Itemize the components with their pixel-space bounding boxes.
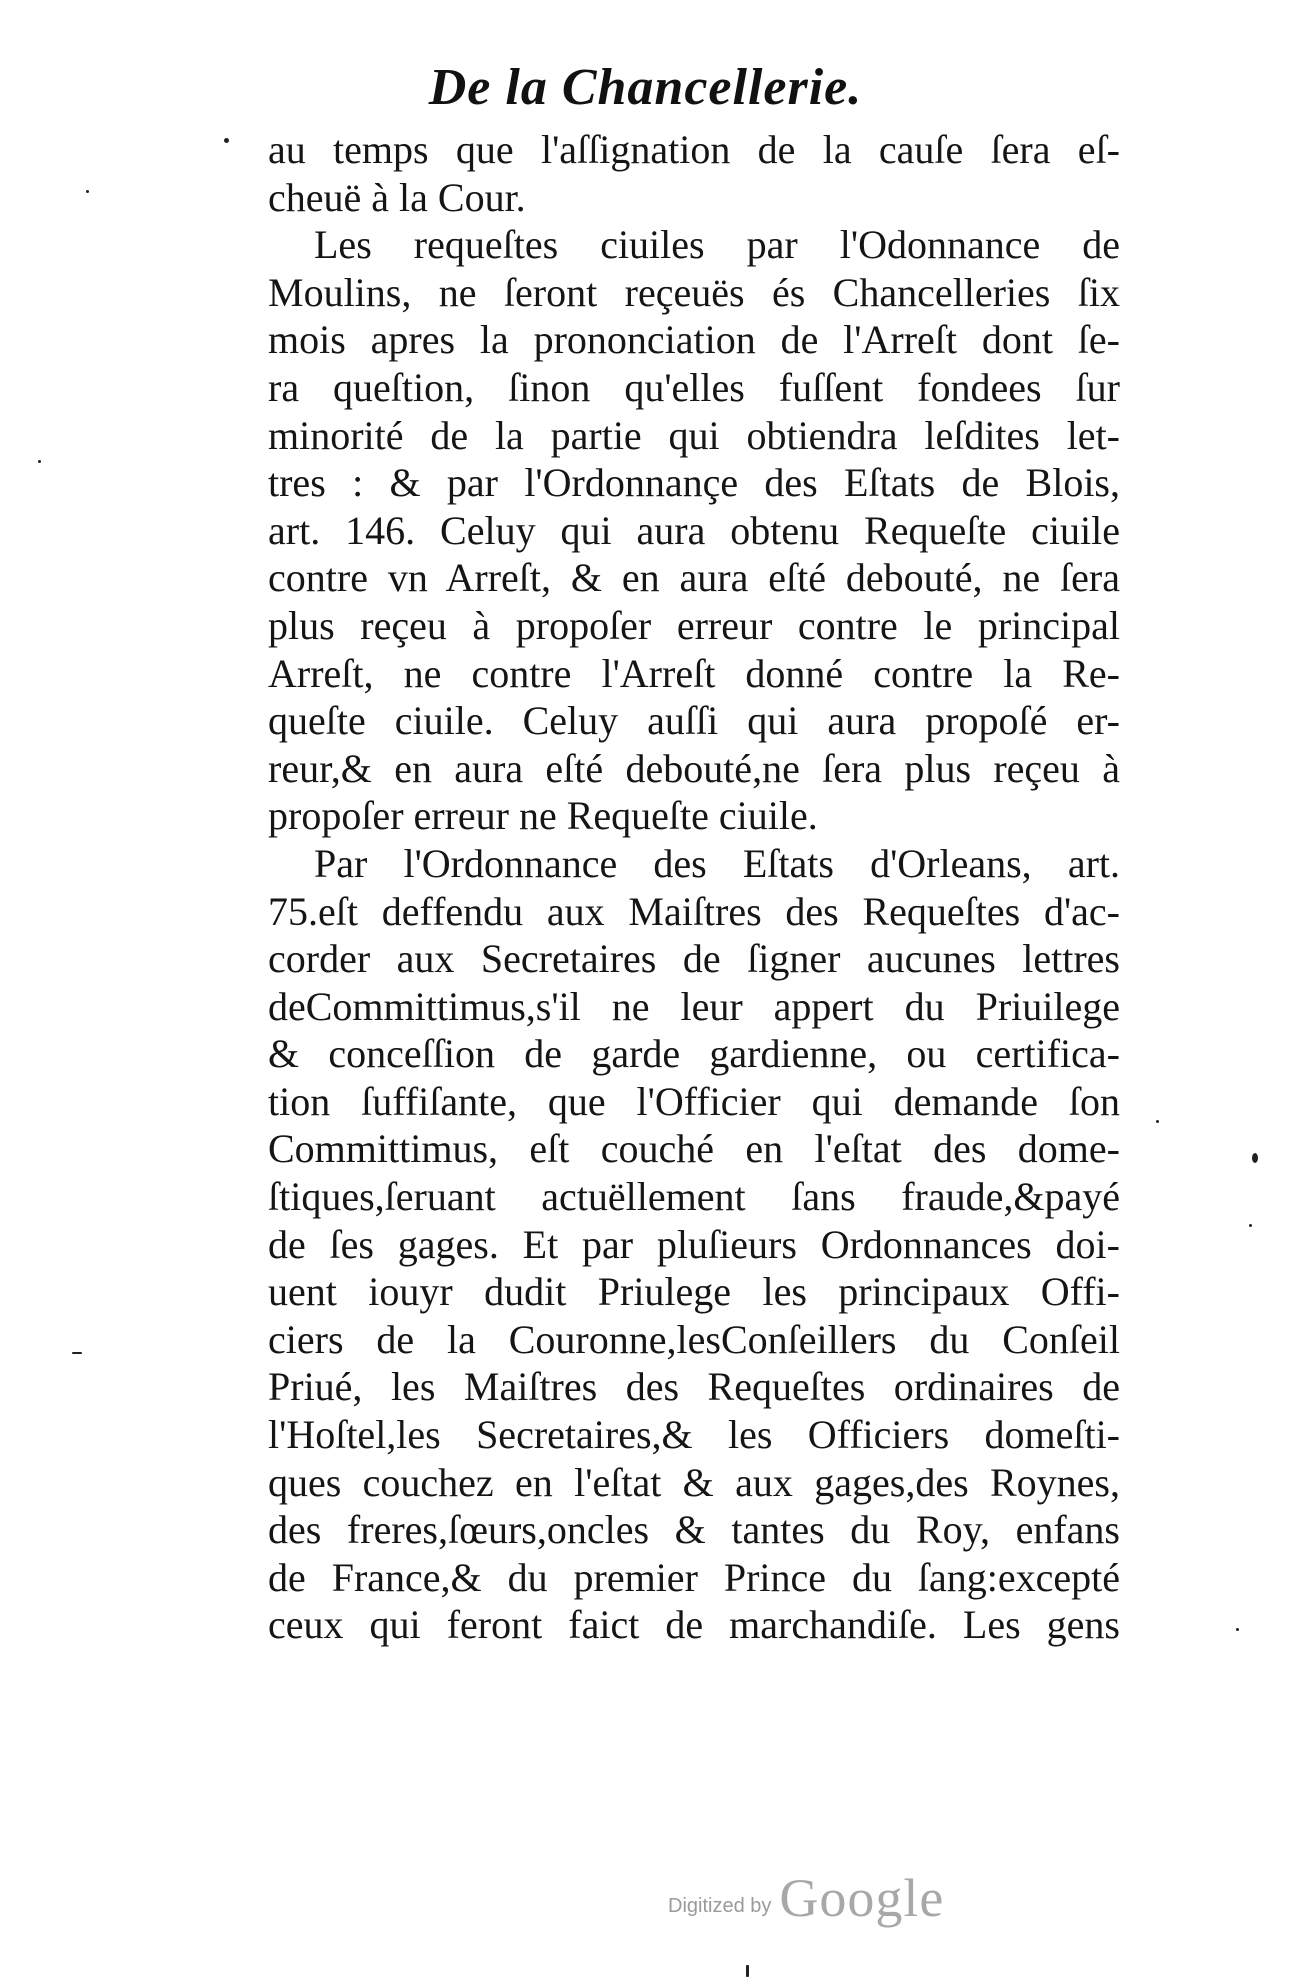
scan-speck (1252, 1153, 1258, 1163)
text-line: Arreſt, ne contre l'Arreſt donné contre la Re- (268, 650, 1120, 696)
text-line: l'Hoſtel,les Secretaires,& les Officiers domeſti- (268, 1412, 1120, 1458)
text-line: Les requeſtes ciuiles par l'Odonnance de (314, 222, 1120, 268)
scan-speck (1156, 1120, 1159, 1123)
digitized-label: Digitized by (668, 1895, 772, 1917)
text-line: ciers de la Couronne,lesConſeillers du Conſeil (268, 1316, 1120, 1362)
text-line: tion ſuffiſante, que l'Officier qui demande ſon (268, 1078, 1120, 1124)
scan-speck (224, 138, 229, 143)
text-line: Moulins, ne ſeront reçeuës és Chancelleries ſix (268, 269, 1120, 315)
text-line: queſte ciuile. Celuy auſſi qui aura propoſé er- (268, 698, 1120, 744)
body-text (268, 126, 1120, 1649)
text-line: des freres,ſœurs,oncles & tantes du Roy, enfans (268, 1507, 1120, 1553)
text-line: & conceſſion de garde gardienne, ou certifica- (268, 1031, 1120, 1077)
text-line: au temps que l'aſſignation de la cauſe ſera eſ- (268, 127, 1120, 172)
text-line: Committimus, eſt couché en l'eſtat des dome- (268, 1126, 1120, 1172)
text-line: art. 146. Celuy qui aura obtenu Requeſte ciuile (268, 507, 1120, 553)
scan-speck (1249, 1224, 1252, 1227)
text-line: ra queſtion, ſinon qu'elles fuſſent fondees ſur (268, 364, 1120, 410)
text-line: propoſer erreur ne Requeſte ciuile. (268, 793, 818, 839)
text-line: de ſes gages. Et par pluſieurs Ordonnances doi- (268, 1221, 1120, 1267)
scan-speck (72, 1352, 82, 1354)
text-line: deCommittimus,s'il ne leur appert du Priuilege (268, 983, 1120, 1029)
text-line: ques couchez en l'eſtat & aux gages,des Roynes, (268, 1459, 1120, 1505)
running-head: De la Chancellerie. (428, 59, 863, 116)
text-line: cheuë à la Cour. (268, 174, 526, 220)
text-line: de France,& du premier Prince du ſang:excepté (268, 1554, 1120, 1600)
text-line: uent iouyr dudit Priulege les principaux Offi- (268, 1269, 1120, 1315)
text-line: corder aux Secretaires de ſigner aucunes lettres (268, 936, 1120, 982)
text-line: mois apres la prononciation de l'Arreſt dont ſe- (268, 317, 1120, 363)
text-line: reur,& en aura eſté debouté,ne ſera plus reçeu à (268, 745, 1120, 791)
text-line: 75.eſt deffendu aux Maiſtres des Requeſtes d'ac- (268, 888, 1120, 934)
scan-speck (86, 190, 89, 193)
text-line: Par l'Ordonnance des Eſtats d'Orleans, art. (314, 840, 1120, 886)
digitized-by-footer (668, 1866, 944, 1926)
text-line: tres : & par l'Ordonnançe des Eſtats de Blois, (268, 460, 1120, 506)
text-line: Priué, les Maiſtres des Requeſtes ordinaires de (268, 1364, 1120, 1410)
text-line: plus reçeu à propoſer erreur contre le principal (268, 602, 1120, 648)
text-line: contre vn Arreſt, & en aura eſté debouté, ne ſera (268, 555, 1120, 601)
google-logo: Google (779, 1868, 945, 1928)
scan-speck (746, 1965, 749, 1977)
scan-speck (1236, 1628, 1239, 1631)
text-line: ceux qui feront faict de marchandiſe. Les gens (268, 1602, 1120, 1648)
text-line: ſtiques,ſeruant actuëllement ſans fraude,&payé (268, 1174, 1120, 1220)
text-line: minorité de la partie qui obtiendra leſdites let- (268, 412, 1120, 458)
scan-speck (38, 460, 41, 463)
